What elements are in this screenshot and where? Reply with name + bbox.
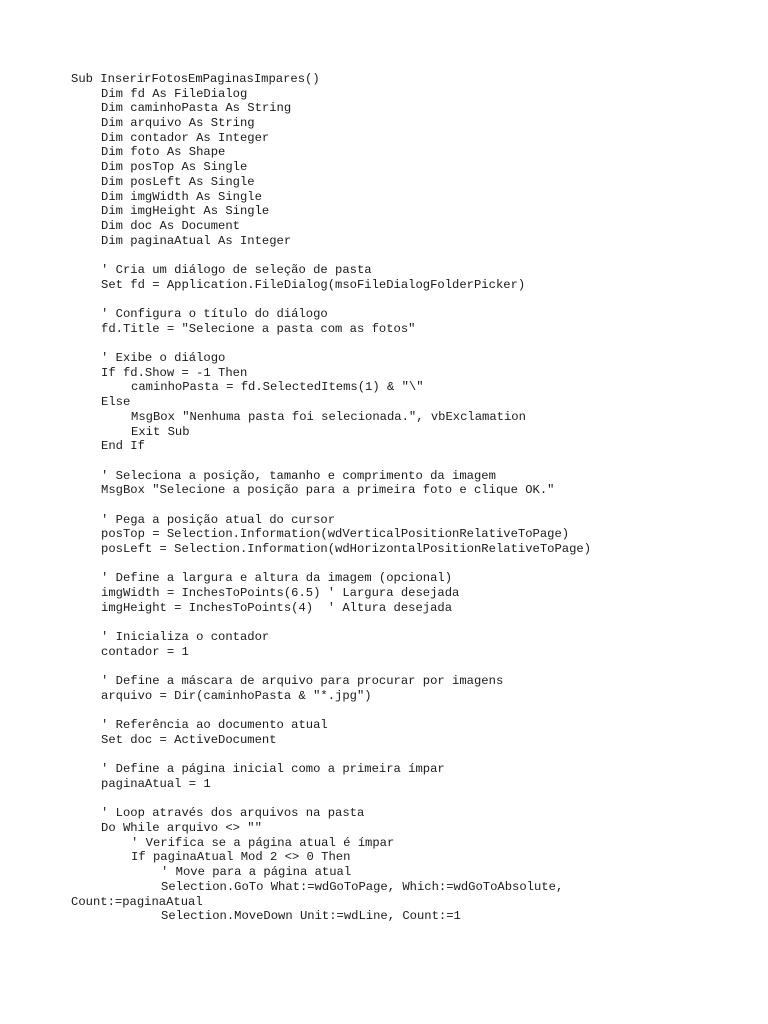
code-line: Dim arquivo As String: [101, 116, 255, 131]
blank-line: [71, 557, 731, 572]
code-line: ' Define a máscara de arquivo para procurar por imagens: [101, 674, 504, 689]
code-line: Dim caminhoPasta As String: [101, 101, 292, 116]
code-line: ' Verifica se a página atual é ímpar: [131, 835, 395, 850]
code-line: Dim paginaAtual As Integer: [101, 233, 292, 248]
code-line: Dim imgWidth As Single: [101, 189, 262, 204]
code-line: MsgBox "Selecione a posição para a primeira foto e clique OK.": [101, 483, 555, 498]
code-line: ' Define a página inicial como a primeira ímpar: [101, 762, 445, 777]
code-line: Else: [101, 395, 131, 410]
blank-line: [71, 336, 731, 351]
vba-code-block: [71, 72, 731, 924]
blank-line: [71, 660, 731, 675]
code-line: Dim posTop As Single: [101, 160, 248, 175]
code-line: ' Move para a página atual: [161, 865, 352, 880]
code-line: ' Pega a posição atual do cursor: [101, 512, 336, 527]
code-line: End If: [101, 439, 145, 454]
code-line: Set doc = ActiveDocument: [101, 732, 277, 747]
code-line: MsgBox "Nenhuma pasta foi selecionada.", vbExclamation: [131, 409, 526, 424]
blank-line: [71, 792, 731, 807]
blank-line: [71, 292, 731, 307]
code-line: contador = 1: [101, 644, 189, 659]
code-line: Dim contador As Integer: [101, 130, 270, 145]
code-line: Dim imgHeight As Single: [101, 204, 270, 219]
code-line: caminhoPasta = fd.SelectedItems(1) & "\": [131, 380, 424, 395]
code-line: Do While arquivo <> "": [101, 821, 262, 836]
blank-line: [71, 615, 731, 630]
code-line: Exit Sub: [131, 424, 190, 439]
code-line: Dim fd As FileDialog: [101, 86, 248, 101]
code-line: imgHeight = InchesToPoints(4) ' Altura desejada: [101, 600, 453, 615]
code-line: posLeft = Selection.Information(wdHorizontalPositionRelativeToPage): [101, 542, 592, 556]
blank-line: [71, 248, 731, 263]
code-line: Set fd = Application.FileDialog(msoFileDialogFolderPicker): [101, 277, 526, 292]
code-line: imgWidth = InchesToPoints(6.5) ' Largura desejada: [101, 586, 460, 601]
code-line: If fd.Show = -1 Then: [101, 365, 248, 380]
code-line: posTop = Selection.Information(wdVerticalPositionRelativeToPage): [101, 527, 570, 542]
code-line: ' Referência ao documento atual: [101, 718, 328, 733]
blank-line: [71, 454, 731, 469]
blank-line: [71, 704, 731, 719]
code-line: ' Cria um diálogo de seleção de pasta: [101, 262, 372, 277]
code-line: Sub InserirFotosEmPaginasImpares(): [71, 72, 320, 86]
code-line: Dim doc As Document: [101, 218, 240, 233]
blank-line: [71, 498, 731, 513]
code-line: Count:=paginaAtual: [71, 894, 203, 909]
code-line: ' Configura o título do diálogo: [101, 307, 328, 321]
code-line: ' Exibe o diálogo: [101, 351, 226, 366]
code-line: Dim foto As Shape: [101, 145, 226, 160]
code-line: Selection.GoTo What:=wdGoToPage, Which:=wdGoToAbsolute,: [161, 879, 564, 894]
blank-line: [71, 748, 731, 763]
code-line: Dim posLeft As Single: [101, 174, 255, 189]
code-line: fd.Title = "Selecione a pasta com as fotos": [101, 321, 416, 336]
code-line: Selection.MoveDown Unit:=wdLine, Count:=1: [161, 909, 461, 924]
code-line: ' Loop através dos arquivos na pasta: [101, 806, 365, 821]
code-line: ' Define a largura e altura da imagem (opcional): [101, 571, 453, 586]
code-line: paginaAtual = 1: [101, 777, 211, 791]
code-line: ' Inicializa o contador: [101, 630, 270, 645]
code-line: arquivo = Dir(caminhoPasta & "*.jpg"): [101, 688, 372, 703]
code-line: If paginaAtual Mod 2 <> 0 Then: [131, 850, 351, 865]
code-line: ' Seleciona a posição, tamanho e comprimento da imagem: [101, 468, 496, 483]
